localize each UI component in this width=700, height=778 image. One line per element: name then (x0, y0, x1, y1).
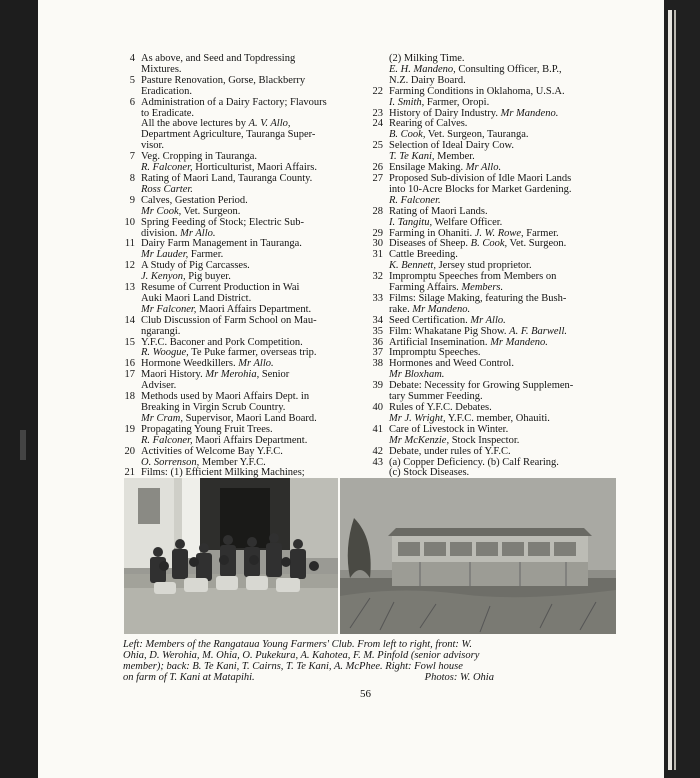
lecture-number: 42 (372, 445, 383, 457)
speaker-name: J. W. Rowe, (474, 227, 524, 239)
lecture-number: 30 (372, 238, 383, 250)
lecture-number: 5 (129, 74, 135, 86)
lecture-entry (369, 272, 619, 294)
lecture-text: Farmer, Oropi. (424, 96, 490, 108)
lecture-entry (121, 54, 365, 76)
lecture-text: Rearing of Calves. (389, 118, 468, 130)
lecture-entry (121, 152, 365, 174)
lecture-number: 31 (372, 249, 383, 261)
lecture-text: Proposed Sub-division of Idle Maori Lands (389, 172, 572, 184)
lecture-text: Jersey stud proprietor. (435, 260, 532, 272)
lecture-text: Department Agriculture, Tauranga Super- (141, 129, 316, 141)
lecture-number: 20 (124, 445, 135, 457)
speaker-name: K. Bennett, (389, 260, 436, 272)
lecture-text: tary Summer Feeding. (389, 391, 483, 403)
lecture-text: visor. (141, 140, 165, 152)
facing-page-edge-shadow (674, 10, 676, 770)
speaker-name: Mr Allo. (470, 314, 506, 326)
lecture-number: 17 (124, 369, 135, 381)
lecture-number: 4 (129, 53, 135, 64)
lecture-text: Farming Conditions in Oklahoma, U.S.A. (389, 85, 565, 97)
lecture-number: 11 (124, 238, 135, 250)
lecture-text: Y.F.C. Baconer and Pork Competition. (141, 336, 303, 348)
speaker-name: Mr J. Wright, (389, 412, 446, 424)
lecture-line (141, 130, 365, 141)
lecture-entry (121, 338, 365, 360)
lecture-text: Artificial Insemination. (389, 336, 491, 348)
lecture-text: Farming in Ohaniti. (389, 227, 475, 239)
lecture-text: Maori Affairs Department. (196, 303, 312, 315)
lecture-entry (369, 54, 619, 87)
speaker-name: O. Sorrenson, (141, 456, 200, 468)
lecture-text: Adviser. (141, 380, 177, 392)
caption-line-text: on farm of T. Kani at Matapihi. (123, 671, 255, 683)
lecture-entry (369, 174, 619, 207)
lecture-entry (121, 76, 365, 98)
lecture-text: (c) Stock Diseases. (389, 467, 470, 479)
lecture-entry (369, 359, 619, 381)
lecture-text: Club Discussion of Farm School on Mau- (141, 314, 317, 326)
lecture-text: Vet. Surgeon. (181, 205, 241, 217)
lecture-text: Spring Feeding of Stock; Electric Sub- (141, 216, 305, 228)
lecture-number: 8 (129, 172, 135, 184)
lecture-text: Pig buyer. (185, 271, 231, 283)
lecture-text: Films: Silage Making, featuring the Bush- (389, 292, 567, 304)
lecture-number: 9 (129, 194, 135, 206)
speaker-name: R. Falconer, (141, 162, 193, 174)
lecture-text: Maori Affairs Department. (192, 434, 308, 446)
speaker-name: I. Tangitu, (389, 216, 433, 228)
speaker-name: Mr Lauder, (141, 249, 189, 261)
lecture-number: 12 (124, 260, 135, 272)
lecture-entry (121, 370, 365, 392)
lecture-text: Debate, under rules of Y.F.C. (389, 445, 511, 457)
lecture-number: 23 (372, 107, 383, 119)
caption-line: Ohia, D. Werohia, M. Ohia, O. Pukekura, A. Kahotea, F. M. Pinfold (senior advisory (123, 649, 480, 661)
lecture-text: Rating of Maori Land, Tauranga County. (141, 172, 313, 184)
lecture-entry (121, 316, 365, 338)
speaker-name: Members. (461, 282, 504, 294)
lecture-list-right-column (369, 54, 619, 490)
lecture-number: 6 (129, 96, 135, 108)
lecture-number: 34 (372, 314, 383, 326)
lecture-text: Methods used by Maori Affairs Dept. in (141, 391, 310, 403)
lecture-text: Farming Affairs. (389, 282, 462, 294)
lecture-text: All the above lectures by (141, 118, 249, 130)
lecture-entry (369, 294, 619, 316)
speaker-name: A. V. Allo, (248, 118, 291, 130)
lecture-number: 19 (124, 423, 135, 435)
lecture-text: N.Z. Dairy Board. (389, 74, 466, 86)
lecture-text: Rules of Y.F.C. Debates. (389, 402, 492, 413)
lecture-text: Farmer. (523, 227, 559, 239)
scan-left-mark (20, 430, 26, 460)
lecture-text: Debate: Necessity for Growing Supplemen- (389, 380, 574, 392)
speaker-name: R. Falconer, (141, 434, 193, 446)
lecture-text: Rating of Maori Lands. (389, 205, 488, 217)
lecture-text: (a) Copper Deficiency. (b) Calf Rearing. (389, 456, 559, 468)
lecture-text: As above, and Seed and Topdressing (141, 53, 296, 64)
lecture-number: 33 (372, 292, 383, 304)
lecture-entry (121, 174, 365, 196)
lecture-entry (121, 261, 365, 283)
speaker-name: Mr McKenzie, (389, 434, 450, 446)
speaker-name: I. Smith, (389, 96, 425, 108)
lecture-text: Impromptu Speeches. (389, 347, 481, 359)
lecture-text: Supervisor, Maori Land Board. (183, 412, 317, 424)
lecture-text: Horticulturist, Maori Affairs. (192, 162, 317, 174)
lecture-text: Senior (259, 369, 290, 381)
speaker-name: Mr Mandeno. (412, 303, 471, 315)
speaker-name: Mr Mandeno. (490, 336, 548, 348)
lecture-number: 29 (372, 227, 383, 239)
lecture-text: Administration of a Dairy Factory; Flavours (141, 96, 327, 108)
lecture-entry (369, 403, 619, 425)
lecture-text: Member. (434, 151, 475, 163)
lecture-number: 39 (372, 380, 383, 392)
speaker-name: R. Falconer. (389, 194, 441, 206)
lecture-number: 27 (372, 172, 383, 184)
lecture-text: Stock Inspector. (449, 434, 520, 446)
lecture-number: 18 (124, 391, 135, 403)
lecture-number: 43 (372, 456, 383, 468)
lecture-entry (121, 218, 365, 240)
lecture-number: 38 (372, 358, 383, 370)
lecture-text: Vet. Surgeon. (507, 238, 567, 250)
lecture-entry (121, 239, 365, 261)
speaker-name: T. Te Kani, (389, 151, 435, 163)
lecture-text: Hormones and Weed Control. (389, 358, 514, 370)
lecture-number: 35 (372, 325, 383, 337)
lecture-text: Hormone Weedkillers. (141, 358, 239, 370)
photo-credit: Photos: W. Ohia (424, 671, 494, 683)
lecture-text: Films: (1) Efficient Milking Machines; (141, 467, 305, 479)
lecture-number: 10 (124, 216, 135, 228)
lecture-text: Y.F.C. member, Ohauiti. (445, 412, 550, 424)
lecture-text: Farmer. (188, 249, 224, 261)
lecture-number: 40 (372, 402, 383, 413)
lecture-entry (369, 141, 619, 163)
lecture-number: 21 (124, 467, 135, 479)
club-members-photo (124, 478, 338, 634)
lecture-text: ngarangi. (141, 325, 181, 337)
speaker-name: B. Cook, (389, 129, 426, 141)
lecture-entry (121, 283, 365, 316)
lecture-text: Care of Livestock in Winter. (389, 423, 509, 435)
speaker-name: Mr Falconer, (141, 303, 197, 315)
lecture-text: Calves, Gestation Period. (141, 194, 248, 206)
lecture-number: 15 (124, 336, 135, 348)
lecture-entry (369, 119, 619, 141)
lecture-text: Pasture Renovation, Gorse, Blackberry (141, 74, 306, 86)
speaker-name: B. Cook, (470, 238, 508, 250)
lecture-number: 16 (124, 358, 135, 370)
lecture-number: 7 (129, 151, 135, 163)
lecture-entry (369, 87, 619, 109)
speaker-name: E. H. Mandeno, (389, 63, 456, 75)
speaker-name: Mr Cram, (141, 412, 184, 424)
lecture-text: Te Puke farmer, overseas trip. (188, 347, 317, 359)
lecture-text: Activities of Welcome Bay Y.F.C. (141, 445, 283, 457)
lecture-text: into 10-Acre Blocks for Market Gardening. (389, 183, 572, 195)
lecture-entry (121, 425, 365, 447)
lecture-number: 24 (372, 118, 383, 130)
lecture-number: 26 (372, 162, 383, 174)
speaker-name: Ross Carter. (141, 183, 193, 195)
lecture-text: rake. (389, 303, 413, 315)
speaker-name: Mr Cook, (141, 205, 182, 217)
lecture-text: Impromptu Speeches from Members on (389, 271, 557, 283)
lecture-text: Consulting Officer, B.P., (455, 63, 562, 75)
lecture-text: Ensilage Making. (389, 162, 466, 174)
lecture-text: Welfare Officer. (432, 216, 503, 228)
lecture-text: Vet. Surgeon, Tauranga. (425, 129, 529, 141)
page-number: 56 (360, 688, 371, 700)
lecture-entry (369, 250, 619, 272)
lecture-text: Mixtures. (141, 63, 182, 75)
photo-caption (123, 640, 618, 684)
book-spine (664, 0, 700, 778)
lecture-text: Diseases of Sheep. (389, 238, 471, 250)
lecture-text: Cattle Breeding. (389, 249, 458, 261)
speaker-name: Mr Bloxham. (389, 369, 445, 381)
lecture-text: Maori History. (141, 369, 206, 381)
lecture-text: Resume of Current Production in Wai (141, 282, 300, 294)
lecture-text: History of Dairy Industry. (389, 107, 501, 119)
speaker-name: Mr Allo. (238, 358, 274, 370)
lecture-text: to Eradicate. (141, 107, 195, 119)
lecture-text: Film: Whakatane Pig Show. (389, 325, 510, 337)
lecture-number: 14 (124, 314, 135, 326)
lecture-text: Selection of Ideal Dairy Cow. (389, 140, 514, 152)
lecture-number: 25 (372, 140, 383, 152)
lecture-entry (121, 392, 365, 425)
lecture-text: A Study of Pig Carcasses. (141, 260, 250, 272)
speaker-name: J. Kenyon, (141, 271, 186, 283)
lecture-text: Auki Maori Land District. (141, 292, 252, 304)
lecture-number: 37 (372, 347, 383, 359)
caption-line: member); back: B. Te Kani, T. Cairns, T. Te Kani, A. McPhee. Right: Fowl house (123, 660, 463, 672)
lecture-text: Veg. Cropping in Tauranga. (141, 151, 258, 163)
lecture-number: 41 (372, 423, 383, 435)
lecture-text: Dairy Farm Management in Tauranga. (141, 238, 302, 250)
lecture-entry (369, 425, 619, 447)
lecture-entry (121, 447, 365, 469)
fowl-house-photo (340, 478, 616, 634)
speaker-name: Mr Merohia, (205, 369, 260, 381)
lecture-entry (369, 207, 619, 229)
lecture-text: division. (141, 227, 181, 239)
speaker-name: A. F. Barwell. (509, 325, 568, 337)
lecture-text: Breaking in Virgin Scrub Country. (141, 402, 286, 413)
lecture-number: 22 (372, 85, 383, 97)
facing-page-edge (668, 10, 672, 770)
lecture-number: 36 (372, 336, 383, 348)
lecture-text: (2) Milking Time. (389, 53, 465, 64)
lecture-number: 32 (372, 271, 383, 283)
lecture-number: 13 (124, 282, 135, 294)
caption-line (123, 673, 618, 684)
lecture-number: 28 (372, 205, 383, 217)
speaker-name: R. Woogue, (141, 347, 189, 359)
speaker-name: Mr Mandeno. (500, 107, 559, 119)
lecture-entry (369, 381, 619, 403)
lecture-text: Eradication. (141, 85, 193, 97)
lecture-text: Member Y.F.C. (199, 456, 266, 468)
lecture-list-left-column (121, 54, 365, 479)
lecture-text: Propagating Young Fruit Trees. (141, 423, 273, 435)
speaker-name: Mr Allo. (465, 162, 502, 174)
lecture-entry (121, 98, 365, 153)
caption-line: Left: Members of the Rangataua Young Farmers' Club. From left to right, front: W. (123, 639, 472, 650)
lecture-entry (121, 196, 365, 218)
lecture-text: Seed Certification. (389, 314, 471, 326)
speaker-name: Mr Allo. (180, 227, 216, 239)
